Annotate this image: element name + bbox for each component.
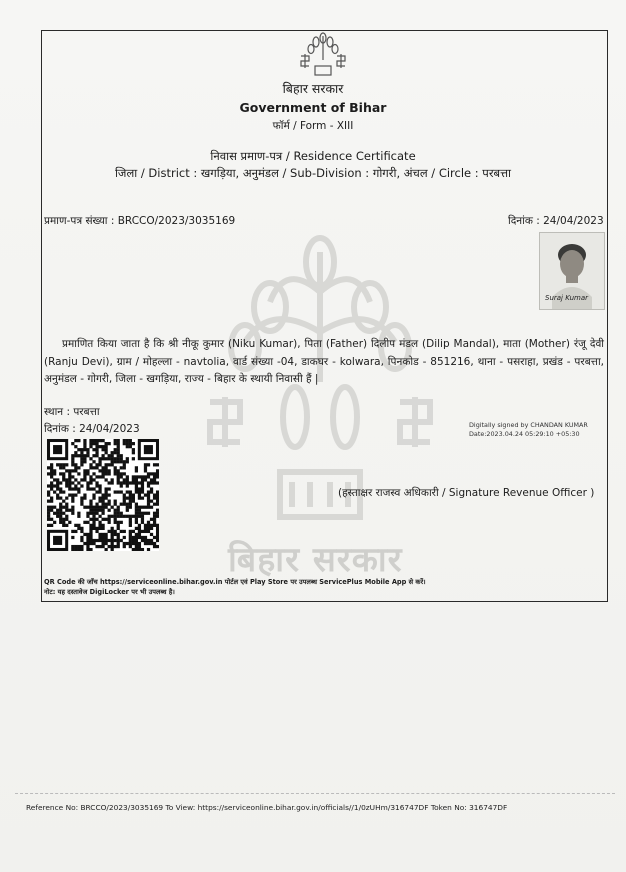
applicant-photo [539, 232, 605, 310]
issue-date: दिनांक : 24/04/2023 [44, 423, 140, 435]
bihar-emblem-icon [297, 30, 349, 78]
form-number: फॉर्म / Form - XIII [272, 120, 354, 132]
page-title: Government of Bihar [239, 100, 387, 115]
photo-caption: Suraj Kumar [545, 294, 589, 302]
qr-note [44, 578, 426, 597]
digital-signature-line1: Digitally signed by CHANDAN KUMAR [469, 421, 588, 429]
certificate-date: दिनांक : 24/04/2023 [508, 215, 604, 227]
digital-signature [469, 421, 588, 439]
signature-label: (हस्ताक्षर राजस्व अधिकारी / Signature Revenue Officer ) [338, 487, 595, 499]
certificate-body: प्रमाणित किया जाता है कि श्री नीकू कुमार (Niku Kumar), पिता (Father) दिलीप मंडल (Dilip Mandal), माता (Mother) रंजू देवी (Ranju Devi), ग्राम / मोहल्ला - navtolia, वार्ड संख्या -04, डाकघर - kolwara, पिनकोड - 851216, थाना - पसराहा, प्रखंड - परबत्ता, अनुमंडल - गोगरी, जिला - खगड़िया, राज्य - बिहार के स्थायी निवासी हैं | [44, 338, 604, 385]
reference-footer: Reference No: BRCCO/2023/3035169 To View: https://serviceonline.bihar.gov.in/officials//1/0zUHm/316747DF Token No: 316747DF [26, 803, 508, 812]
place: स्थान : परबत्ता [44, 406, 100, 418]
location-line: जिला / District : खगड़िया, अनुमंडल / Sub-Division : गोगरी, अंचल / Circle : परबत्ता [114, 166, 512, 180]
watermark-text: बिहार सरकार [228, 540, 403, 580]
qr-note-line1: QR Code की जाँच https://serviceonline.bihar.gov.in पोर्टल एवं Play Store पर उपलब्ध ServicePlus Mobile App से करें। [44, 578, 426, 586]
footer-divider [15, 793, 615, 794]
digital-signature-line2: Date:2023.04.24 05:29:10 +05:30 [469, 430, 580, 438]
qr-note-line2: नोट: यह दस्तावेज DigiLocker पर भी उपलब्ध है। [44, 587, 175, 596]
qr-code[interactable] [47, 439, 159, 551]
certificate-number: प्रमाण-पत्र संख्या : BRCCO/2023/3035169 [44, 215, 236, 227]
certificate-type: निवास प्रमाण-पत्र / Residence Certificate [210, 149, 416, 163]
hindi-title: बिहार सरकार [282, 81, 344, 96]
